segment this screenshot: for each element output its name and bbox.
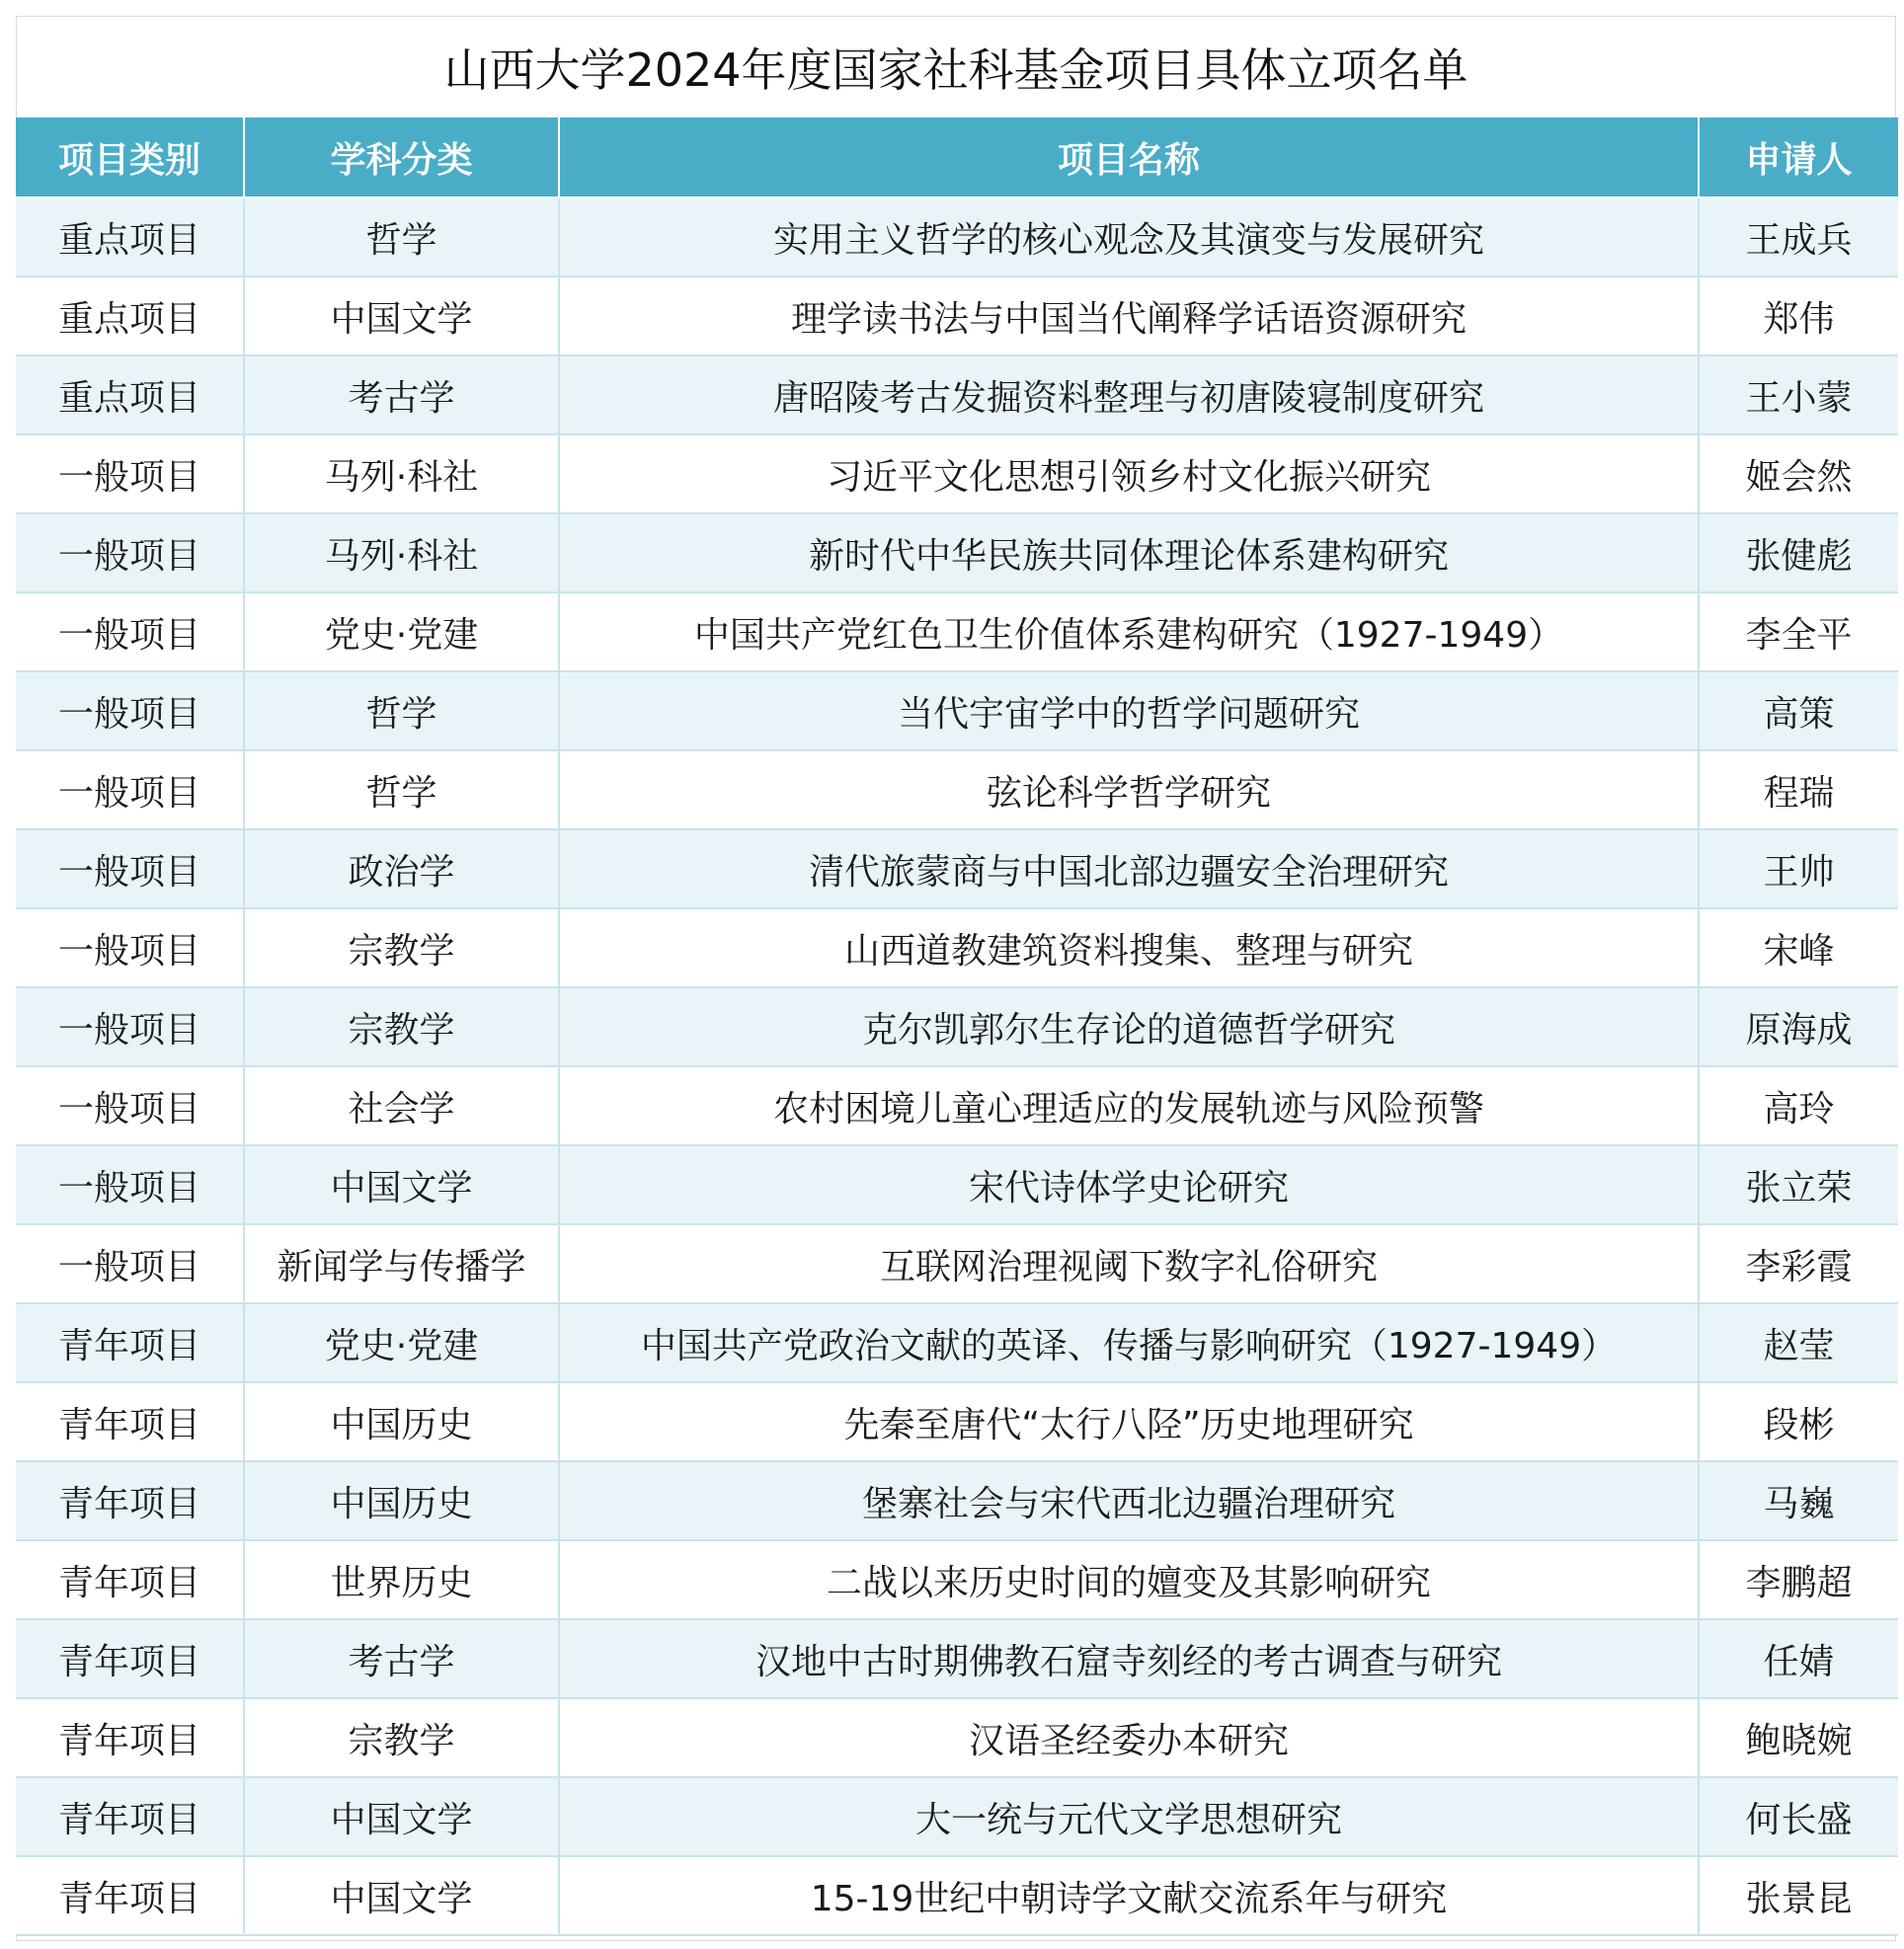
cell-discipline: 中国历史 (244, 1382, 559, 1461)
cell-discipline: 哲学 (244, 750, 559, 829)
cell-applicant: 李全平 (1699, 592, 1898, 671)
table-row (16, 1619, 1898, 1698)
cell-project-category: 一般项目 (16, 592, 244, 671)
cell-applicant: 张立荣 (1699, 1145, 1898, 1224)
page-title: 山西大学2024年度国家社科基金项目具体立项名单 (443, 43, 1468, 97)
cell-project-category: 青年项目 (16, 1382, 244, 1461)
cell-applicant: 郑伟 (1699, 276, 1898, 355)
table-row (16, 750, 1898, 829)
cell-project-name: 农村困境儿童心理适应的发展轨迹与风险预警 (559, 1066, 1699, 1145)
cell-discipline: 宗教学 (244, 987, 559, 1066)
cell-project-category: 一般项目 (16, 671, 244, 750)
cell-project-category: 青年项目 (16, 1461, 244, 1540)
cell-project-name: 大一统与元代文学思想研究 (559, 1777, 1699, 1856)
header-project-name: 项目名称 (559, 117, 1699, 197)
cell-project-name: 克尔凯郭尔生存论的道德哲学研究 (559, 987, 1699, 1066)
cell-discipline: 宗教学 (244, 1698, 559, 1777)
cell-project-name: 二战以来历史时间的嬗变及其影响研究 (559, 1540, 1699, 1619)
header-row (16, 117, 1898, 197)
cell-applicant: 王成兵 (1699, 197, 1898, 276)
table-row (16, 1303, 1898, 1382)
table-row (16, 276, 1898, 355)
header-project-category: 项目类别 (16, 117, 244, 197)
cell-project-category: 青年项目 (16, 1698, 244, 1777)
cell-applicant: 段彬 (1699, 1382, 1898, 1461)
table-row (16, 1224, 1898, 1303)
cell-applicant: 张健彪 (1699, 513, 1898, 592)
cell-project-name: 中国共产党红色卫生价值体系建构研究（1927-1949） (559, 592, 1699, 671)
cell-applicant: 马巍 (1699, 1461, 1898, 1540)
table-row (16, 1461, 1898, 1540)
cell-project-name: 弦论科学哲学研究 (559, 750, 1699, 829)
cell-project-name: 新时代中华民族共同体理论体系建构研究 (559, 513, 1699, 592)
cell-discipline: 世界历史 (244, 1540, 559, 1619)
cell-discipline: 哲学 (244, 671, 559, 750)
cell-applicant: 原海成 (1699, 987, 1898, 1066)
cell-project-category: 青年项目 (16, 1619, 244, 1698)
cell-project-name: 互联网治理视阈下数字礼俗研究 (559, 1224, 1699, 1303)
cell-applicant: 王小蒙 (1699, 355, 1898, 434)
table-row (16, 829, 1898, 908)
cell-discipline: 政治学 (244, 829, 559, 908)
table-row (16, 1145, 1898, 1224)
cell-applicant: 李鹏超 (1699, 1540, 1898, 1619)
cell-project-name: 中国共产党政治文献的英译、传播与影响研究（1927-1949） (559, 1303, 1699, 1382)
cell-project-category: 青年项目 (16, 1777, 244, 1856)
cell-discipline: 社会学 (244, 1066, 559, 1145)
table-row (16, 592, 1898, 671)
cell-applicant: 姬会然 (1699, 434, 1898, 513)
cell-applicant: 赵莹 (1699, 1303, 1898, 1382)
cell-project-category: 一般项目 (16, 750, 244, 829)
cell-applicant: 王帅 (1699, 829, 1898, 908)
table-row (16, 513, 1898, 592)
table-row (16, 908, 1898, 987)
table-body (16, 197, 1898, 1935)
cell-applicant: 李彩霞 (1699, 1224, 1898, 1303)
cell-discipline: 中国文学 (244, 1856, 559, 1935)
cell-discipline: 中国历史 (244, 1461, 559, 1540)
cell-project-category: 一般项目 (16, 908, 244, 987)
cell-discipline: 宗教学 (244, 908, 559, 987)
cell-project-name: 15-19世纪中朝诗学文献交流系年与研究 (559, 1856, 1699, 1935)
table-row (16, 987, 1898, 1066)
cell-project-category: 青年项目 (16, 1856, 244, 1935)
cell-project-name: 唐昭陵考古发掘资料整理与初唐陵寝制度研究 (559, 355, 1699, 434)
cell-discipline: 哲学 (244, 197, 559, 276)
document-sheet (16, 16, 1896, 1941)
table-row (16, 671, 1898, 750)
table-row (16, 197, 1898, 276)
cell-project-category: 一般项目 (16, 1145, 244, 1224)
cell-project-category: 一般项目 (16, 829, 244, 908)
cell-discipline: 中国文学 (244, 276, 559, 355)
cell-project-name: 理学读书法与中国当代阐释学话语资源研究 (559, 276, 1699, 355)
cell-project-category: 一般项目 (16, 987, 244, 1066)
cell-discipline: 马列·科社 (244, 513, 559, 592)
cell-project-category: 重点项目 (16, 355, 244, 434)
table-row (16, 1540, 1898, 1619)
cell-project-category: 青年项目 (16, 1303, 244, 1382)
cell-discipline: 党史·党建 (244, 1303, 559, 1382)
cell-applicant: 高策 (1699, 671, 1898, 750)
cell-discipline: 考古学 (244, 355, 559, 434)
cell-applicant: 鲍晓婉 (1699, 1698, 1898, 1777)
cell-discipline: 中国文学 (244, 1777, 559, 1856)
cell-project-category: 一般项目 (16, 434, 244, 513)
cell-project-category: 一般项目 (16, 513, 244, 592)
header-applicant: 申请人 (1699, 117, 1898, 197)
header-discipline: 学科分类 (244, 117, 559, 197)
cell-project-category: 重点项目 (16, 197, 244, 276)
table-row (16, 1856, 1898, 1935)
cell-discipline: 马列·科社 (244, 434, 559, 513)
cell-discipline: 考古学 (244, 1619, 559, 1698)
cell-project-category: 重点项目 (16, 276, 244, 355)
cell-project-name: 实用主义哲学的核心观念及其演变与发展研究 (559, 197, 1699, 276)
cell-applicant: 何长盛 (1699, 1777, 1898, 1856)
cell-project-name: 当代宇宙学中的哲学问题研究 (559, 671, 1699, 750)
cell-project-name: 山西道教建筑资料搜集、整理与研究 (559, 908, 1699, 987)
table-header (16, 117, 1898, 197)
table-row (16, 1066, 1898, 1145)
cell-discipline: 党史·党建 (244, 592, 559, 671)
cell-project-category: 一般项目 (16, 1224, 244, 1303)
table-row (16, 1698, 1898, 1777)
cell-applicant: 张景昆 (1699, 1856, 1898, 1935)
cell-project-name: 汉地中古时期佛教石窟寺刻经的考古调查与研究 (559, 1619, 1699, 1698)
cell-applicant: 宋峰 (1699, 908, 1898, 987)
cell-project-name: 宋代诗体学史论研究 (559, 1145, 1699, 1224)
table-row (16, 1777, 1898, 1856)
project-table (16, 117, 1898, 1936)
cell-applicant: 任婧 (1699, 1619, 1898, 1698)
cell-discipline: 新闻学与传播学 (244, 1224, 559, 1303)
cell-project-name: 习近平文化思想引领乡村文化振兴研究 (559, 434, 1699, 513)
table-row (16, 355, 1898, 434)
cell-project-name: 汉语圣经委办本研究 (559, 1698, 1699, 1777)
cell-project-category: 一般项目 (16, 1066, 244, 1145)
cell-project-category: 青年项目 (16, 1540, 244, 1619)
cell-project-name: 清代旅蒙商与中国北部边疆安全治理研究 (559, 829, 1699, 908)
cell-project-name: 先秦至唐代“太行八陉”历史地理研究 (559, 1382, 1699, 1461)
table-row (16, 1382, 1898, 1461)
table-row (16, 434, 1898, 513)
cell-applicant: 高玲 (1699, 1066, 1898, 1145)
cell-applicant: 程瑞 (1699, 750, 1898, 829)
cell-project-name: 堡寨社会与宋代西北边疆治理研究 (559, 1461, 1699, 1540)
cell-discipline: 中国文学 (244, 1145, 559, 1224)
